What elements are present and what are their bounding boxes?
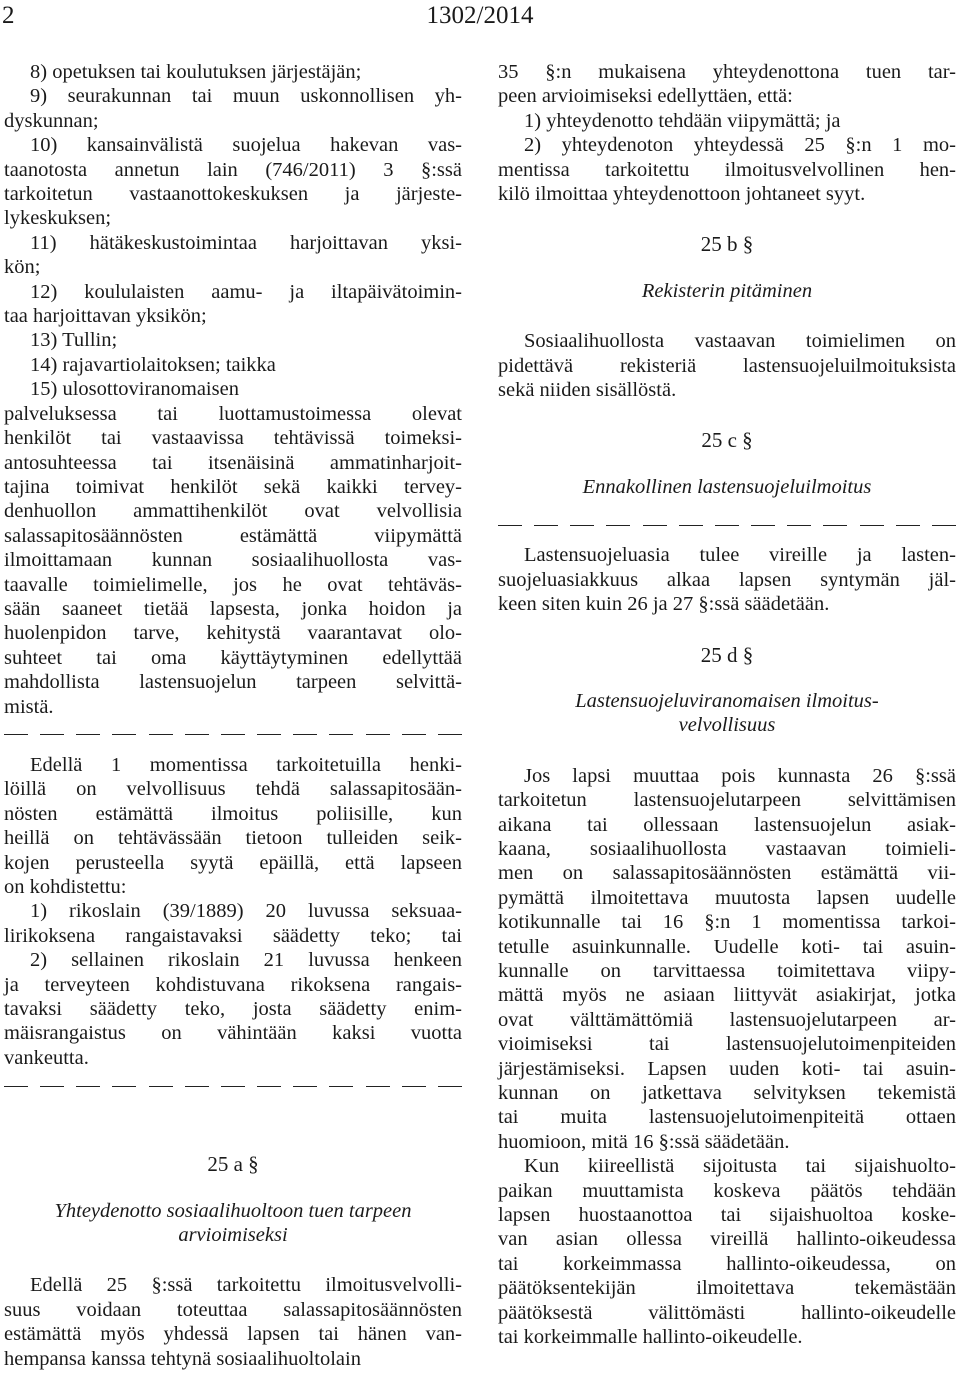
text-line: 1) rikoslain (39/1889) 20 luvussa seksuaa- [30,900,462,923]
text-line: palveluksessa tai luottamustoimessa olevat [4,402,462,425]
text-line: 35 §:n mukaisena yhteydenottona tuen tar- [498,61,956,83]
text-line: 10) kansainvälistä suojelua hakevan vas- [30,134,462,157]
text-line: arvioimiseksi [178,1224,288,1247]
left-column [4,60,462,1371]
dash [293,1086,317,1087]
text-line: aikana tai ollessaan lastensuojelun asiak- [498,813,956,836]
dash [149,1086,173,1087]
text-line: tai korkeimmassa hallinto-oikeudessa, on [498,1252,956,1275]
text-line: heillä on tehtävässään tietoon tulleiden seik- [4,827,462,850]
text-line: 9) seurakunnan tai muun uskonnollisen yh- [30,85,462,108]
text-line: men on salassapitosäännösten estämättä vii- [498,862,956,885]
omission-dashes [498,513,956,537]
dash [329,1086,353,1087]
text-line: kaana, sosiaalihuollosta vastaavan toimieli- [498,837,956,860]
text-line: ovat välttämättömiä lastensuojelutarpeen ar- [498,1008,956,1031]
text-line: suus voidaan toteuttaa salassapitosäännösten [4,1298,462,1321]
text-line: peen arvioimiseksi edellyttäen, että: [498,85,793,108]
text-line: on kohdistettu: [4,876,127,898]
text-line: tarkoitetun vastaanottokeskuksen ja järjeste- [4,183,462,206]
section-25d-paragraph-2 [498,1154,956,1349]
text-line: lykeskuksen; [4,207,112,230]
text-line: kojen perusteella syytä epäillä, että lapseen [4,851,462,874]
section-title-25b: Rekisterin pitäminen [641,279,813,302]
dash [221,1086,245,1087]
dash [221,734,245,735]
text-line: löillä on velvollisuus tehdä salassapitosään- [4,778,462,801]
section-25d-paragraph-1 [498,764,956,1155]
dash [643,525,667,526]
text-line: sään saaneet tietää lapsesta, jonka hoidon ja [4,597,462,620]
page-number: 2 [2,2,15,29]
section-title-25a [4,1199,462,1248]
text-line: 1) yhteydenotto tehdään viipymättä; ja [524,109,841,132]
dash [149,734,173,735]
omission-dashes [4,1074,462,1098]
text-line: kilö ilmoittaa yhteydenottoon johtaneet syyt. [498,183,866,206]
text-line: kunnalle on tarvittaessa toimitettava viipy- [498,959,956,982]
text-line: henkilöt tai vastaavissa tehtävissä toimeksi- [4,427,462,450]
dash [715,525,739,526]
text-line: vankeutta. [4,1046,89,1069]
text-line: salassapitosäännösten estämättä viipymättä [4,524,462,547]
text-line: 2) yhteydenoton yhteydessä 25 §:n 1 mo- [524,134,956,157]
recipient-list [4,60,462,402]
obligation-paragraph [4,402,462,719]
dash [40,734,64,735]
text-line: lapsen huostaanottoa tai sijaishuoltoa koske- [498,1204,956,1227]
text-line: tarkoitetun lastensuojelutarpeen selvittämisen [498,789,956,812]
text-line: 8) opetuksen tai koulutuksen järjestäjän; [30,61,362,83]
text-line: päätöksestä välittömästi hallinto-oikeudelle [498,1301,956,1324]
dash [606,525,630,526]
text-line: Edellä 1 momentissa tarkoitetuilla henki- [30,753,462,776]
text-line: mahdollista lastensuojelun tarpeen selvittä- [4,671,462,694]
text-line: 14) rajavartiolaitoksen; taikka [30,353,276,376]
dash [293,734,317,735]
section-25b-paragraph [498,329,956,402]
page-header [0,0,960,40]
text-line: Jos lapsi muuttaa pois kunnasta 26 §:ssä [524,764,956,787]
dash [4,734,28,735]
dash [751,525,775,526]
right-column [498,60,956,1349]
dash [438,1086,462,1087]
text-line: hempansa kanssa tehtynä sosiaalihuoltolain [4,1347,361,1370]
text-line: taanotosta annetun lain (746/2011) 3 §:ssä [4,158,462,181]
section-title-25d [498,689,956,738]
text-line: huolenpidon tarve, kehitystä vaarantavat olo- [4,622,462,645]
text-line: huomioon, mitä 16 §:ssä säädetään. [498,1130,790,1153]
dash [823,525,847,526]
text-line: taavalle toimielimelle, jos he ovat tehtäväs- [4,573,462,596]
continued-paragraph [498,60,956,206]
dash [112,1086,136,1087]
text-line: lirikoksena rangaistavaksi säädetty teko; tai [4,924,462,947]
text-line: 15) ulosottoviranomaisen [30,378,239,401]
dash [329,734,353,735]
dash [787,525,811,526]
dash [860,525,884,526]
dash [498,525,522,526]
section-25a-paragraph [4,1273,462,1371]
text-line: vioimiseksi tai lastensuojelutoimenpiteiden [498,1033,956,1056]
dash [40,1086,64,1087]
text-line: dyskunnan; [4,109,99,132]
section-number-25c: 25 c § [701,428,753,453]
text-line: tajina toimivat henkilöt sekä kaikki tervey- [4,475,462,498]
text-line: pymättä ilmoitettava muutosta lapsen uudelle [498,886,956,909]
text-line: Sosiaalihuollosta vastaavan toimielimen on [524,330,956,353]
text-line: nösten estämättä ilmoitus poliisille, kun [4,802,462,825]
text-line: Lastensuojeluviranomaisen ilmoitus- [575,689,879,712]
section-number-25b: 25 b § [700,232,754,257]
text-line: Edellä 25 §:ssä tarkoitettu ilmoitusvelvolli- [30,1274,462,1297]
text-line: Yhteydenotto sosiaalihuoltoon tuen tarpeen [54,1199,412,1222]
text-line: denhuollon ammattihenkilöt ovat velvollisia [4,500,462,523]
omission-dashes [4,723,462,747]
dash [257,734,281,735]
text-line: ja terveyteen kohdistuvana rikoksena rangais- [4,973,462,996]
dash [534,525,558,526]
text-line: tavaksi säädetty teko, josta säädetty enim- [4,998,462,1021]
text-line: tai korkeimmalle hallinto-oikeudelle. [498,1326,803,1349]
dash [438,734,462,735]
dash [257,1086,281,1087]
dash [185,734,209,735]
text-line: tai muita lastensuojelutoimenpiteitä ottaen [498,1106,956,1129]
text-line: van asian ollessa vireillä hallinto-oikeudessa [498,1228,956,1251]
text-line: mentissa tarkoitettu ilmoitusvelvollinen hen- [498,158,956,181]
dash [402,1086,426,1087]
text-line: antosuhteessa tai itsenäisinä ammatinharjoit- [4,451,462,474]
text-line: kunnan on jatkettava selvityksen tekemistä [498,1082,956,1104]
text-line: estämättä myös yhdessä lapsen tai hänen van- [4,1323,462,1346]
text-line: 11) hätäkeskustoimintaa harjoittavan yksi- [30,231,462,254]
section-title-25c: Ennakollinen lastensuojeluilmoitus [582,475,872,498]
dash [402,734,426,735]
dash [366,734,390,735]
text-line: pidettävä rekisteriä lastensuojeluilmoituksista [498,354,956,377]
dash [112,734,136,735]
police-notification-paragraph [4,753,462,1070]
section-25c-paragraph [498,543,956,616]
text-line: mäisrangaistus on vähintään kaksi vuotta [4,1022,462,1045]
text-line: velvollisuus [678,714,776,737]
publication-id: 1302/2014 [426,2,534,29]
dash [185,1086,209,1087]
text-line: päätöksentekijän ilmoitettava tekemästään [498,1277,956,1300]
text-line: keen siten kuin 26 ja 27 §:ssä säädetään. [498,593,830,616]
text-line: mistä. [4,695,54,718]
text-line: sekä niiden sisällöstä. [498,379,677,402]
dash [570,525,594,526]
text-line: suhteet tai oma käyttäytyminen edellyttää [4,646,462,669]
dash [679,525,703,526]
text-line: järjestämiseksi. Lapsen uuden koti- tai asuin- [498,1057,956,1080]
text-line: 13) Tullin; [30,329,118,352]
text-line: tetulle asuinkunnalle. Uudelle koti- tai asuin- [498,935,956,958]
text-line: kön; [4,256,41,279]
text-line: 2) sellainen rikoslain 21 luvussa henkeen [30,949,462,972]
text-line: Lastensuojeluasia tulee vireille ja lasten- [524,544,956,567]
dash [896,525,920,526]
dash [366,1086,390,1087]
dash [76,734,100,735]
dash [932,525,956,526]
text-line: paikan muuttamista koskeva päätös tehdään [498,1179,956,1202]
section-number-25d: 25 d § [700,642,754,667]
text-line: ilmoittamaan kunnan sosiaalihuollosta vas- [4,549,462,572]
text-line: taa harjoittavan yksikön; [4,305,207,328]
text-line: suojeluasiakkuus alkaa lapsen syntymän jäl- [498,568,956,591]
text-line: kotikunnalle tai 16 §:n 1 momentissa tarkoi- [498,911,956,934]
text-line: Kun kiireellistä sijoitusta tai sijaishuolto- [524,1155,956,1178]
section-number-25a: 25 a § [207,1152,259,1177]
text-line: 12) koululaisten aamu- ja iltapäivätoimin- [30,280,462,303]
text-line: mättä myös ne asiaan liittyvät asiakirjat, jotka [498,984,956,1007]
dash [4,1086,28,1087]
dash [76,1086,100,1087]
